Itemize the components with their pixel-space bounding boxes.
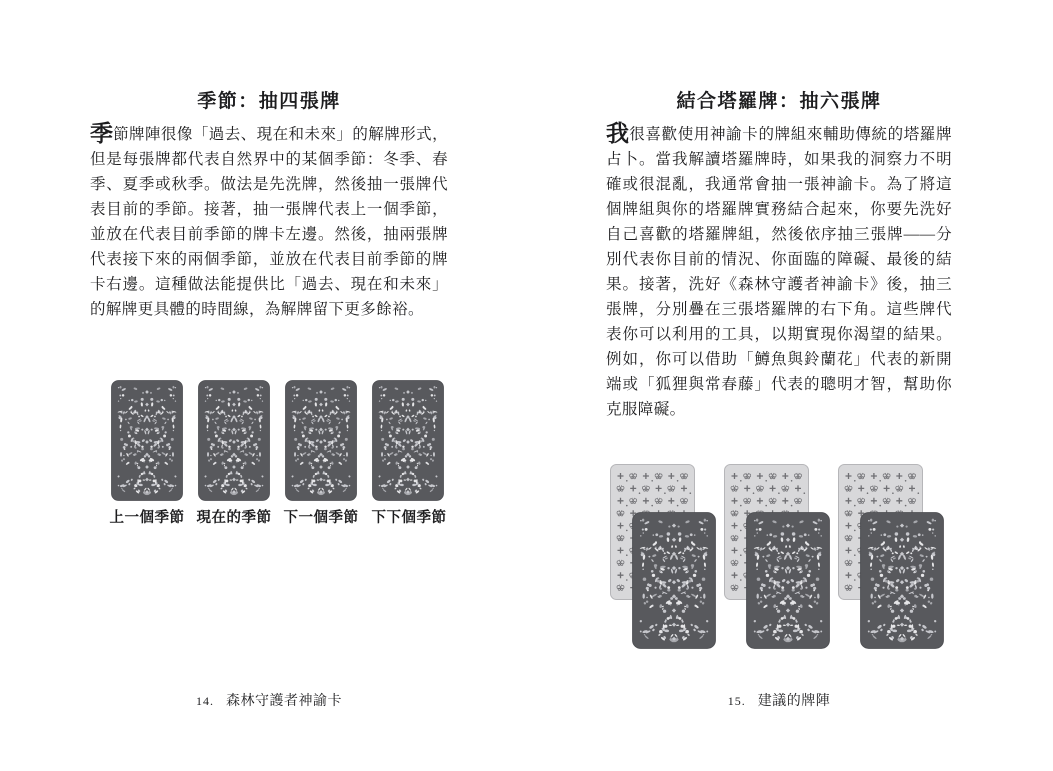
body-paragraph-right [606,122,952,422]
card-label-previous-season: 上一個季節 [109,510,185,526]
footer-title-left: 森林守護者神諭卡 [226,694,342,709]
drop-cap-left: 季 [90,121,114,146]
oracle-card-back [285,380,357,501]
oracle-card-back [746,512,830,649]
oracle-card-back [632,512,716,649]
oracle-card-back [111,380,183,501]
footer-title-right: 建議的牌陣 [757,694,831,709]
page-number-left: 14. [196,694,214,708]
oracle-card-back [860,512,944,649]
section-title-right: 結合塔羅牌：抽六張牌 [676,91,882,112]
oracle-card-back [198,380,270,501]
page-number-right: 15. [727,694,746,708]
running-footer-right [606,690,952,710]
drop-cap-right: 我 [606,121,630,146]
section-title-left: 季節：抽四張牌 [197,91,341,112]
body-text-right: 很喜歡使用神諭卡的牌組來輔助傳統的塔羅牌占卜。當我解讀塔羅牌時，如果我的洞察力不明確或很混亂，我通常會抽一張神諭卡。為了將這個牌組與你的塔羅牌實務結合起來，你要先洗好自己喜歡的塔羅牌組，然後依序抽三張牌——分別代表你目前的情況、你面臨的障礙、最後的結果。接著，洗好《森林守護者神諭卡》後，抽三張牌，分別疊在三張塔羅牌的右下角。這些牌代表你可以利用的工具，以期實現你渴望的結果。例如，你可以借助「鱒魚與鈴蘭花」代表的新開端或「狐狸與常春藤」代表的聰明才智，幫助你克服障礙。 [606,126,952,418]
body-paragraph-left [90,122,448,322]
card-label-current-season: 現在的季節 [196,510,272,526]
card-label-next-season: 下一個季節 [283,510,359,526]
oracle-card-back [372,380,444,501]
body-text-left: 節牌陣很像「過去、現在和未來」的解牌形式，但是每張牌都代表自然界中的某個季節：冬季、春季、夏季或秋季。做法是先洗牌，然後抽一張牌代表目前的季節。接著，抽一張牌代表上一個季節，並放在代表目前季節的牌卡左邊。然後，抽兩張牌代表接下來的兩個季節，並放在代表目前季節的牌卡右邊。這種做法能提供比「過去、現在和未來」的解牌更具體的時間線，為解牌留下更多餘裕。 [90,126,449,318]
running-footer-left [90,690,448,710]
card-label-season-after-next: 下下個季節 [371,510,447,526]
